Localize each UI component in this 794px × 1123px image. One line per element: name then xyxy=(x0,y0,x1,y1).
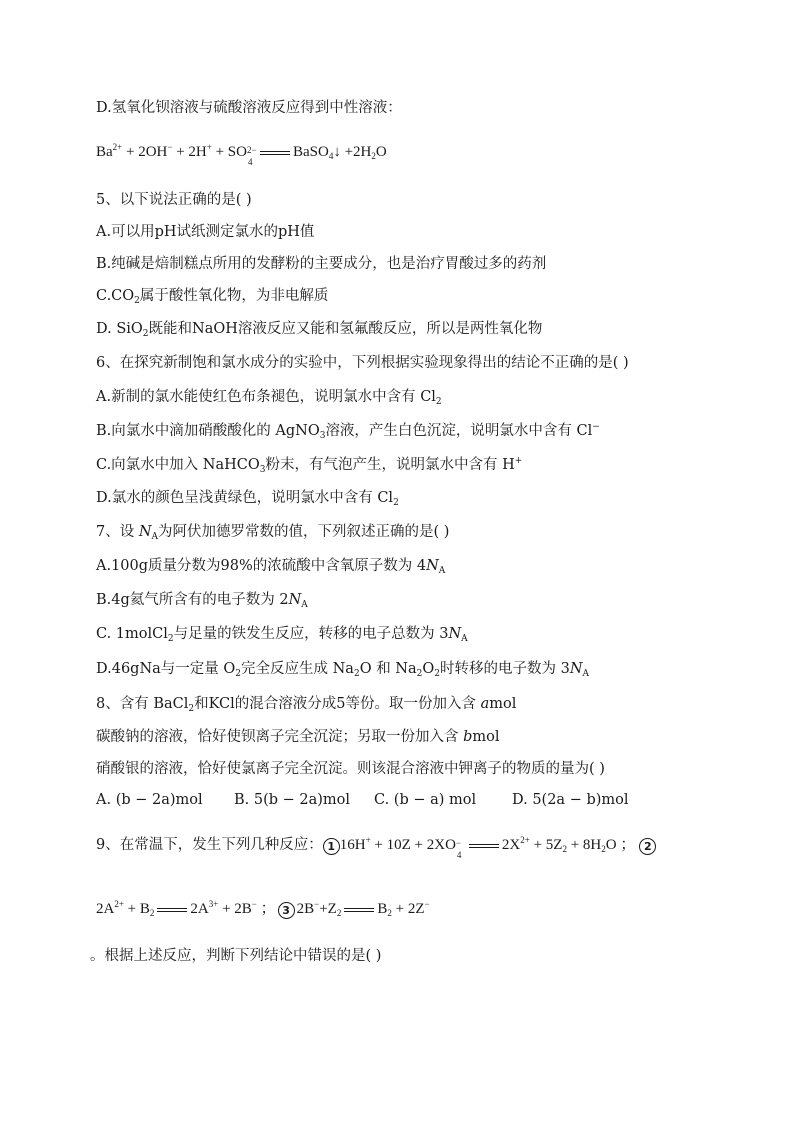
q9-question: 。根据上述反应，判断下列结论中错误的是( ) xyxy=(90,948,382,964)
q6-stem: 6、在探究新制饱和氯水成分的实验中，下列根据实验现象得出的结论不正确的是( ) xyxy=(96,355,629,371)
q7-option-d: D.46gNa与一定量 $O_2$完全反应生成 $Na_2O$ 和 $Na_2O_2$时转移的电子数为 $3N_A$ xyxy=(96,661,590,679)
circled-number-1: 1 xyxy=(323,838,340,855)
q4-equation: $Ba^{2+} + 2OH^- + 2H^+$ + SO 2− 4 BaSO$_4$↓ $+2H_2O$ xyxy=(96,142,387,167)
circled-number-3: 3 xyxy=(278,902,295,919)
q8-options xyxy=(96,790,629,810)
q5-option-c: $C.CO_2$属于酸性氧化物，为非电解质 xyxy=(96,288,329,306)
q8-option-c: C. (b − a) mol xyxy=(374,792,477,808)
q4-option-d: D.氢氧化钡溶液与硫酸溶液反应得到中性溶液： xyxy=(96,100,402,116)
q7-option-b: B.4g氦气所含有的电子数为 $2N_A$ xyxy=(96,592,308,610)
q8-stem-line2: 碳酸钠的溶液，恰好使钡离子完全沉淀；另取一份加入含 bmol xyxy=(96,729,500,745)
q7-stem: 7、设 $N_A$为阿伏加德罗常数的值，下列叙述正确的是( ) xyxy=(96,524,450,542)
q5-option-d: D. SiO$_2$既能和NaOH溶液反应又能和氢氟酸反应，所以是两性氧化物 xyxy=(96,321,543,339)
q6-option-a: A.新制的氯水能使红色布条褪色，说明氯水中含有 $Cl_2$ xyxy=(96,389,442,407)
q9-equations-line2: $2A^{2+} + B_2$ $2A^{3+} + 2B^-$ ； 3 $2B^-+Z_2$ $B_2 + 2Z^-$ xyxy=(96,899,430,918)
equals-arrow xyxy=(469,844,499,848)
q6-option-c: C.向氯水中加入 NaHCO$_3$粉末，有气泡产生，说明氯水中含有 H+ xyxy=(96,456,523,475)
q8-stem-line1: 8、含有 BaCl$_2$和KCl的混合溶液分成5等份。取一份加入含 amol xyxy=(96,696,517,714)
q8-option-b: B. 5(b − 2a)mol xyxy=(234,792,351,808)
q8-stem-line3: 硝酸银的溶液，恰好使氯离子完全沉淀。则该混合溶液中钾离子的物质的量为( ) xyxy=(96,761,605,777)
circled-number-2: 2 xyxy=(639,838,656,855)
equals-arrow xyxy=(260,151,290,155)
q8-option-a: A. (b − 2a)mol xyxy=(96,792,203,808)
equals-arrow xyxy=(157,908,187,912)
q6-option-d: D.氯水的颜色呈浅黄绿色，说明氯水中含有 $Cl_2$ xyxy=(96,490,399,508)
q8-option-d: D. 5(2a − b)mol xyxy=(512,792,629,808)
q6-option-b: B.向氯水中滴加硝酸酸化的 AgNO$_3$溶液，产生白色沉淀，说明氯水中含有 Cl− xyxy=(96,422,600,441)
equals-arrow xyxy=(344,908,374,912)
q5-option-a: A.可以用pH试纸测定氯水的pH值 xyxy=(96,224,315,240)
q9-stem: 9、在常温下，发生下列几种反应： 1 16H+ + 10Z + 2XO − 4 $2X^{2+} + 5Z_2 + 8H_2O$ ； 2 xyxy=(96,835,656,855)
q7-option-c: C. 1molCl$_2$与足量的铁发生反应，转移的电子总数为 $3N_A$ xyxy=(96,626,468,644)
q5-stem: 5、以下说法正确的是( ) xyxy=(96,192,252,208)
q7-option-a: A.100g质量分数为98%的浓硫酸中含氧原子数为 $4N_A$ xyxy=(96,558,446,576)
q5-option-b: B.纯碱是焙制糕点所用的发酵粉的主要成分，也是治疗胃酸过多的药剂 xyxy=(96,256,547,272)
